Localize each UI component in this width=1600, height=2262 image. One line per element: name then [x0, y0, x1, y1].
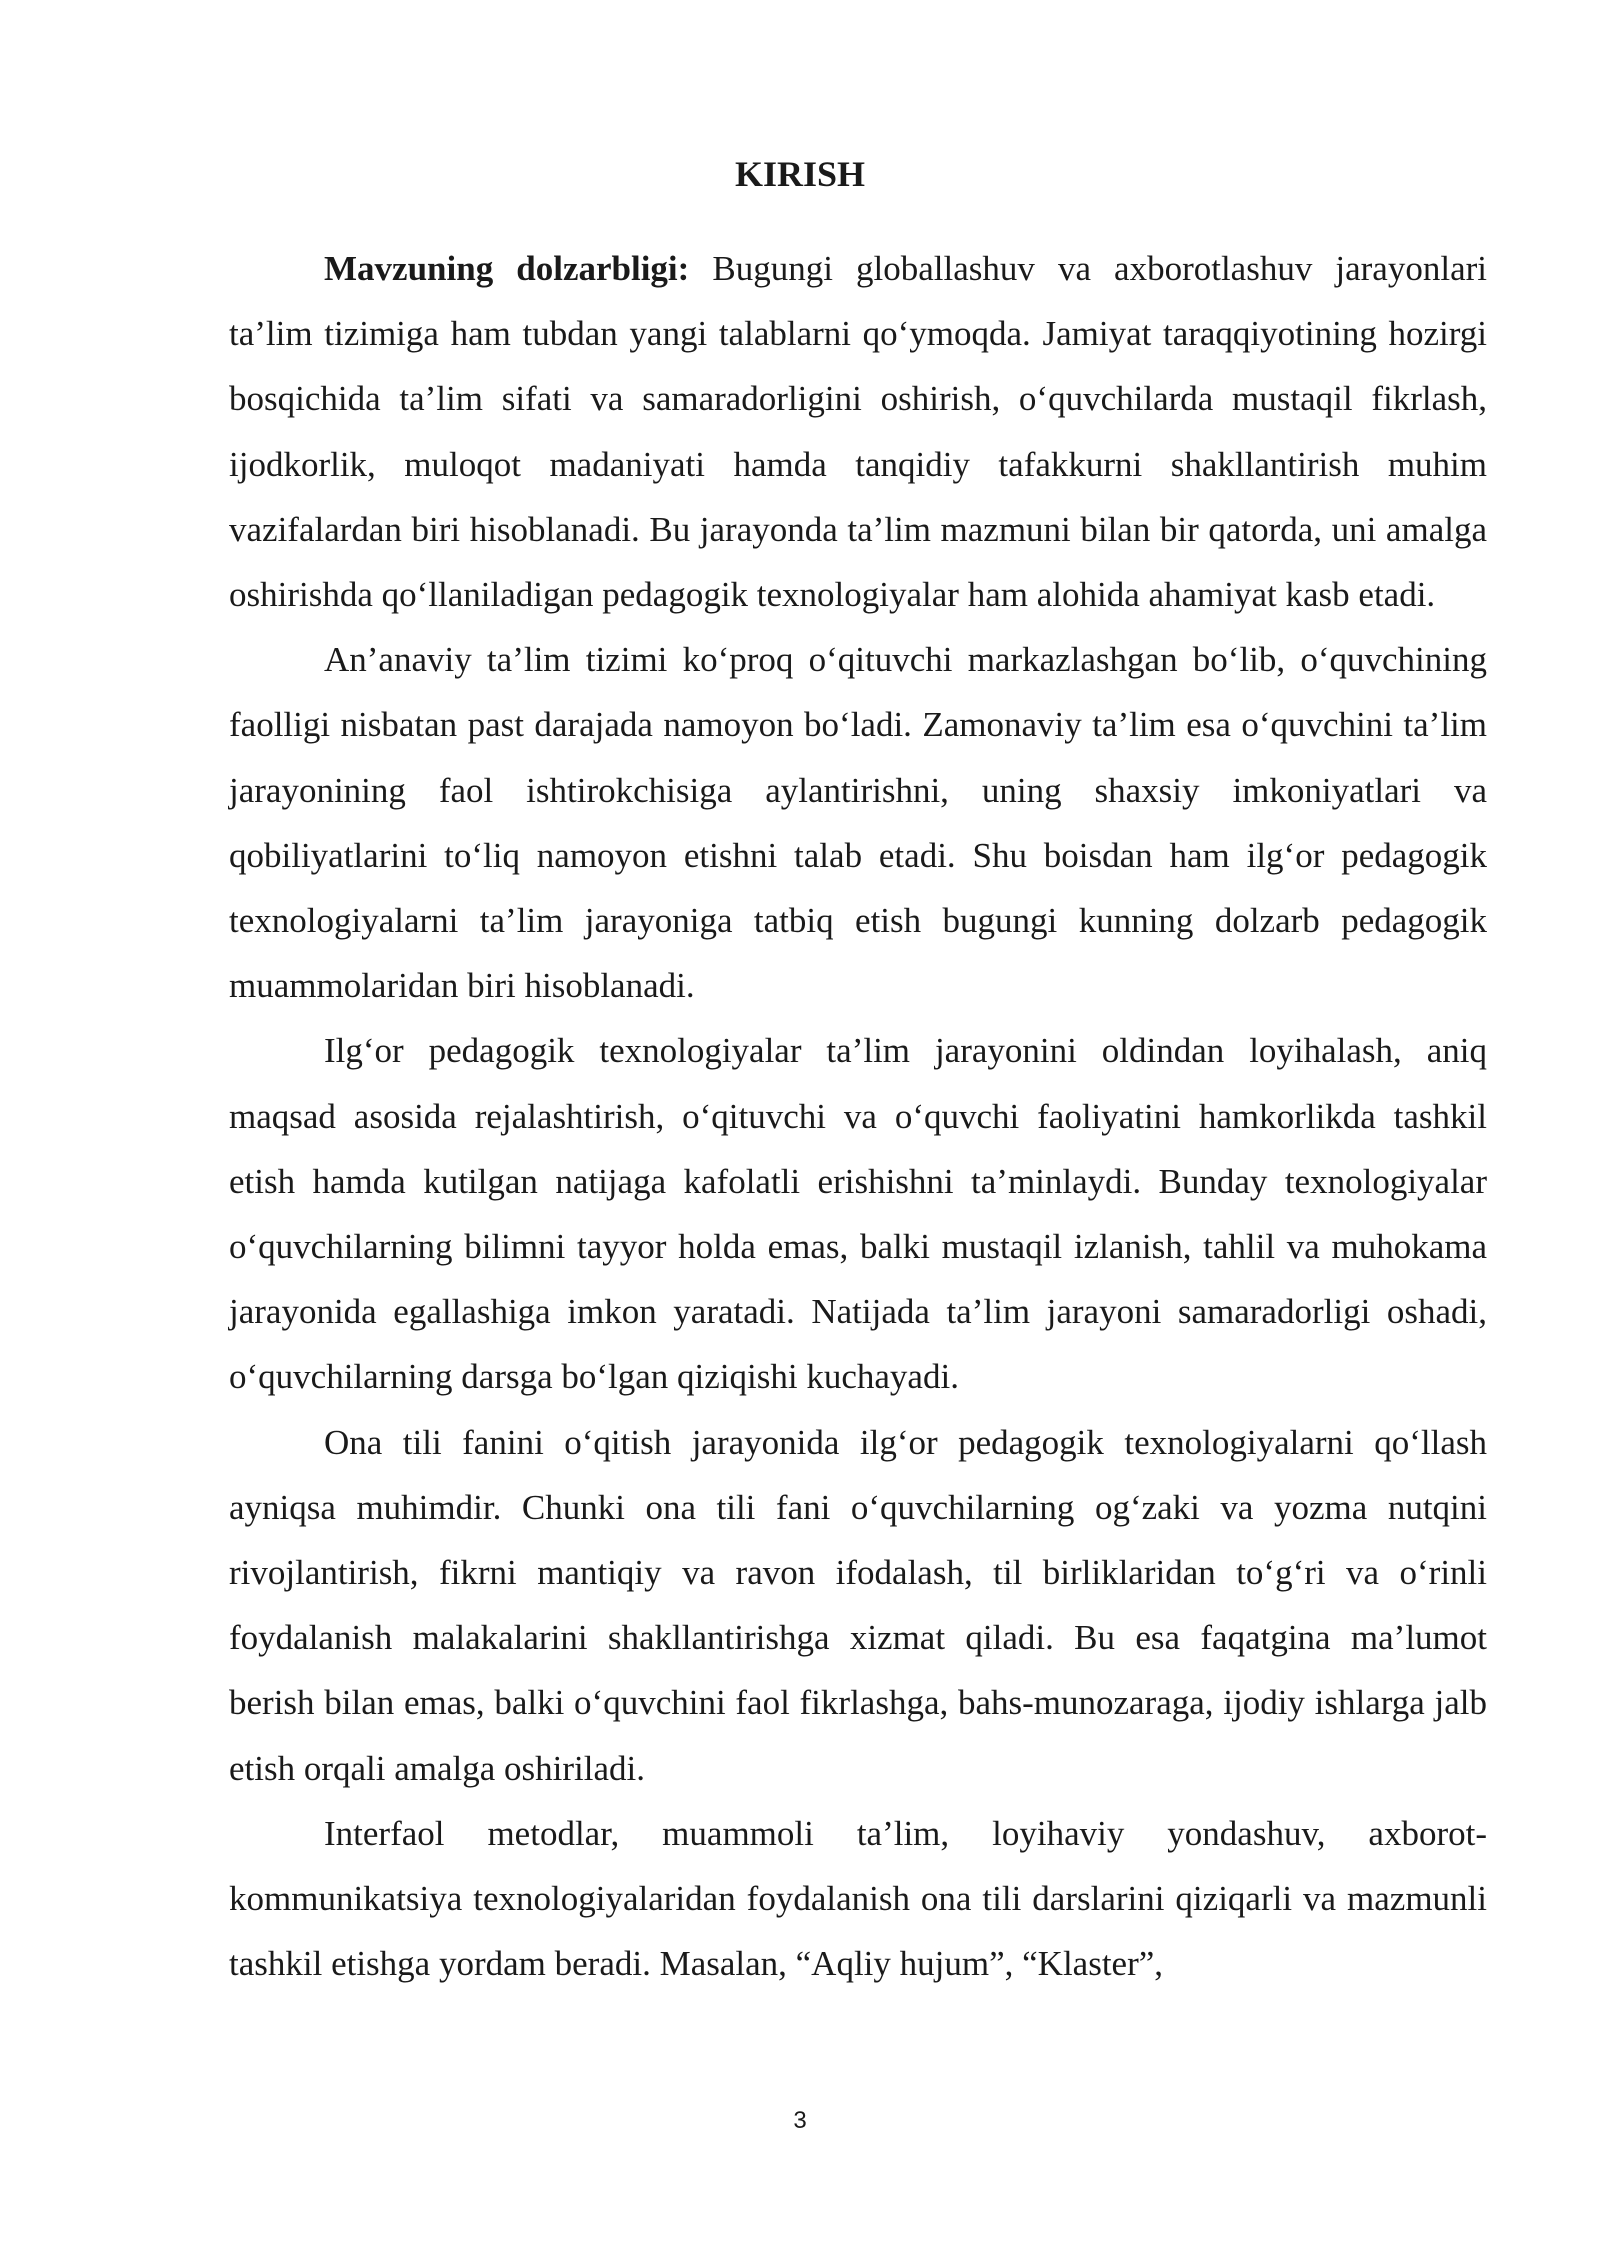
paragraph: Ona tili fanini o‘qitish jarayonida ilg‘or pedagogik texnologiyalarni qo‘llash ayniqsa muhimdir. Chunki ona tili fani o‘quvchilarning og‘zaki va yozma nutqini rivojlantirish, fikrni mantiqiy va ravon ifodalash, til birliklaridan to‘g‘ri va o‘rinli foydalanish malakalarini shakllantirishga xizmat qiladi. Bu esa faqatgina ma’lumot berish bilan emas, balki o‘quvchini faol fikrlashga, bahs-munozaraga, ijodiy ishlarga jalb etish orqali amalga oshiriladi.	[229, 1422, 1487, 1788]
paragraph-relevance	[229, 236, 1487, 627]
section-heading: KIRISH	[734, 154, 866, 194]
paragraph: Interfaol metodlar, muammoli ta’lim, loyihaviy yondashuv, axborot-kommunikatsiya texnologiyalaridan foydalanish ona tili darslarini qiziqarli va mazmunli tashkil etishga yordam beradi. Masalan, “Aqliy hujum”, “Klaster”,	[229, 1813, 1487, 1984]
body-text	[229, 236, 1487, 1996]
paragraph: An’anaviy ta’lim tizimi ko‘proq o‘qituvchi markazlashgan bo‘lib, o‘quvchining faolligi nisbatan past darajada namoyon bo‘ladi. Zamonaviy ta’lim esa o‘quvchini ta’lim jarayonining faol ishtirokchisiga aylantirishni, uning shaxsiy imkoniyatlari va qobiliyatlarini to‘liq namoyon etishni talab etadi. Shu boisdan ham ilg‘or pedagogik texnologiyalarni ta’lim jarayoniga tatbiq etish bugungi kunning dolzarb pedagogik muammolaridan biri hisoblanadi.	[229, 640, 1487, 1006]
paragraph-lead-label: Mavzuning dolzarbligi:	[324, 249, 690, 288]
paragraph-text: Bugungi globallashuv va axborotlashuv jarayonlari ta’lim tizimiga ham tubdan yangi talablarni qo‘ymoqda. Jamiyat taraqqiyotining hozirgi bosqichida ta’lim sifati va samaradorligini oshirish, o‘quvchilarda mustaqil fikrlash, ijodkorlik, muloqot madaniyati hamda tanqidiy tafakkurni shakllantirish muhim vazifalardan biri hisoblanadi. Bu jarayonda ta’lim mazmuni bilan bir qatorda, uni amalga oshirishda qo‘llaniladigan pedagogik texnologiyalar ham alohida ahamiyat kasb etadi.	[229, 249, 1487, 615]
paragraph: Ilg‘or pedagogik texnologiyalar ta’lim jarayonini oldindan loyihalash, aniq maqsad asosida rejalashtirish, o‘qituvchi va o‘quvchi faoliyatini hamkorlikda tashkil etish hamda kutilgan natijaga kafolatli erishishni ta’minlaydi. Bunday texnologiyalar o‘quvchilarning bilimni tayyor holda emas, balki mustaqil izlanish, tahlil va muhokama jarayonida egallashiga imkon yaratadi. Natijada ta’lim jarayoni samaradorligi oshadi, o‘quvchilarning darsga bo‘lgan qiziqishi kuchayadi.	[229, 1031, 1487, 1397]
page-number: 3	[793, 2107, 807, 2134]
